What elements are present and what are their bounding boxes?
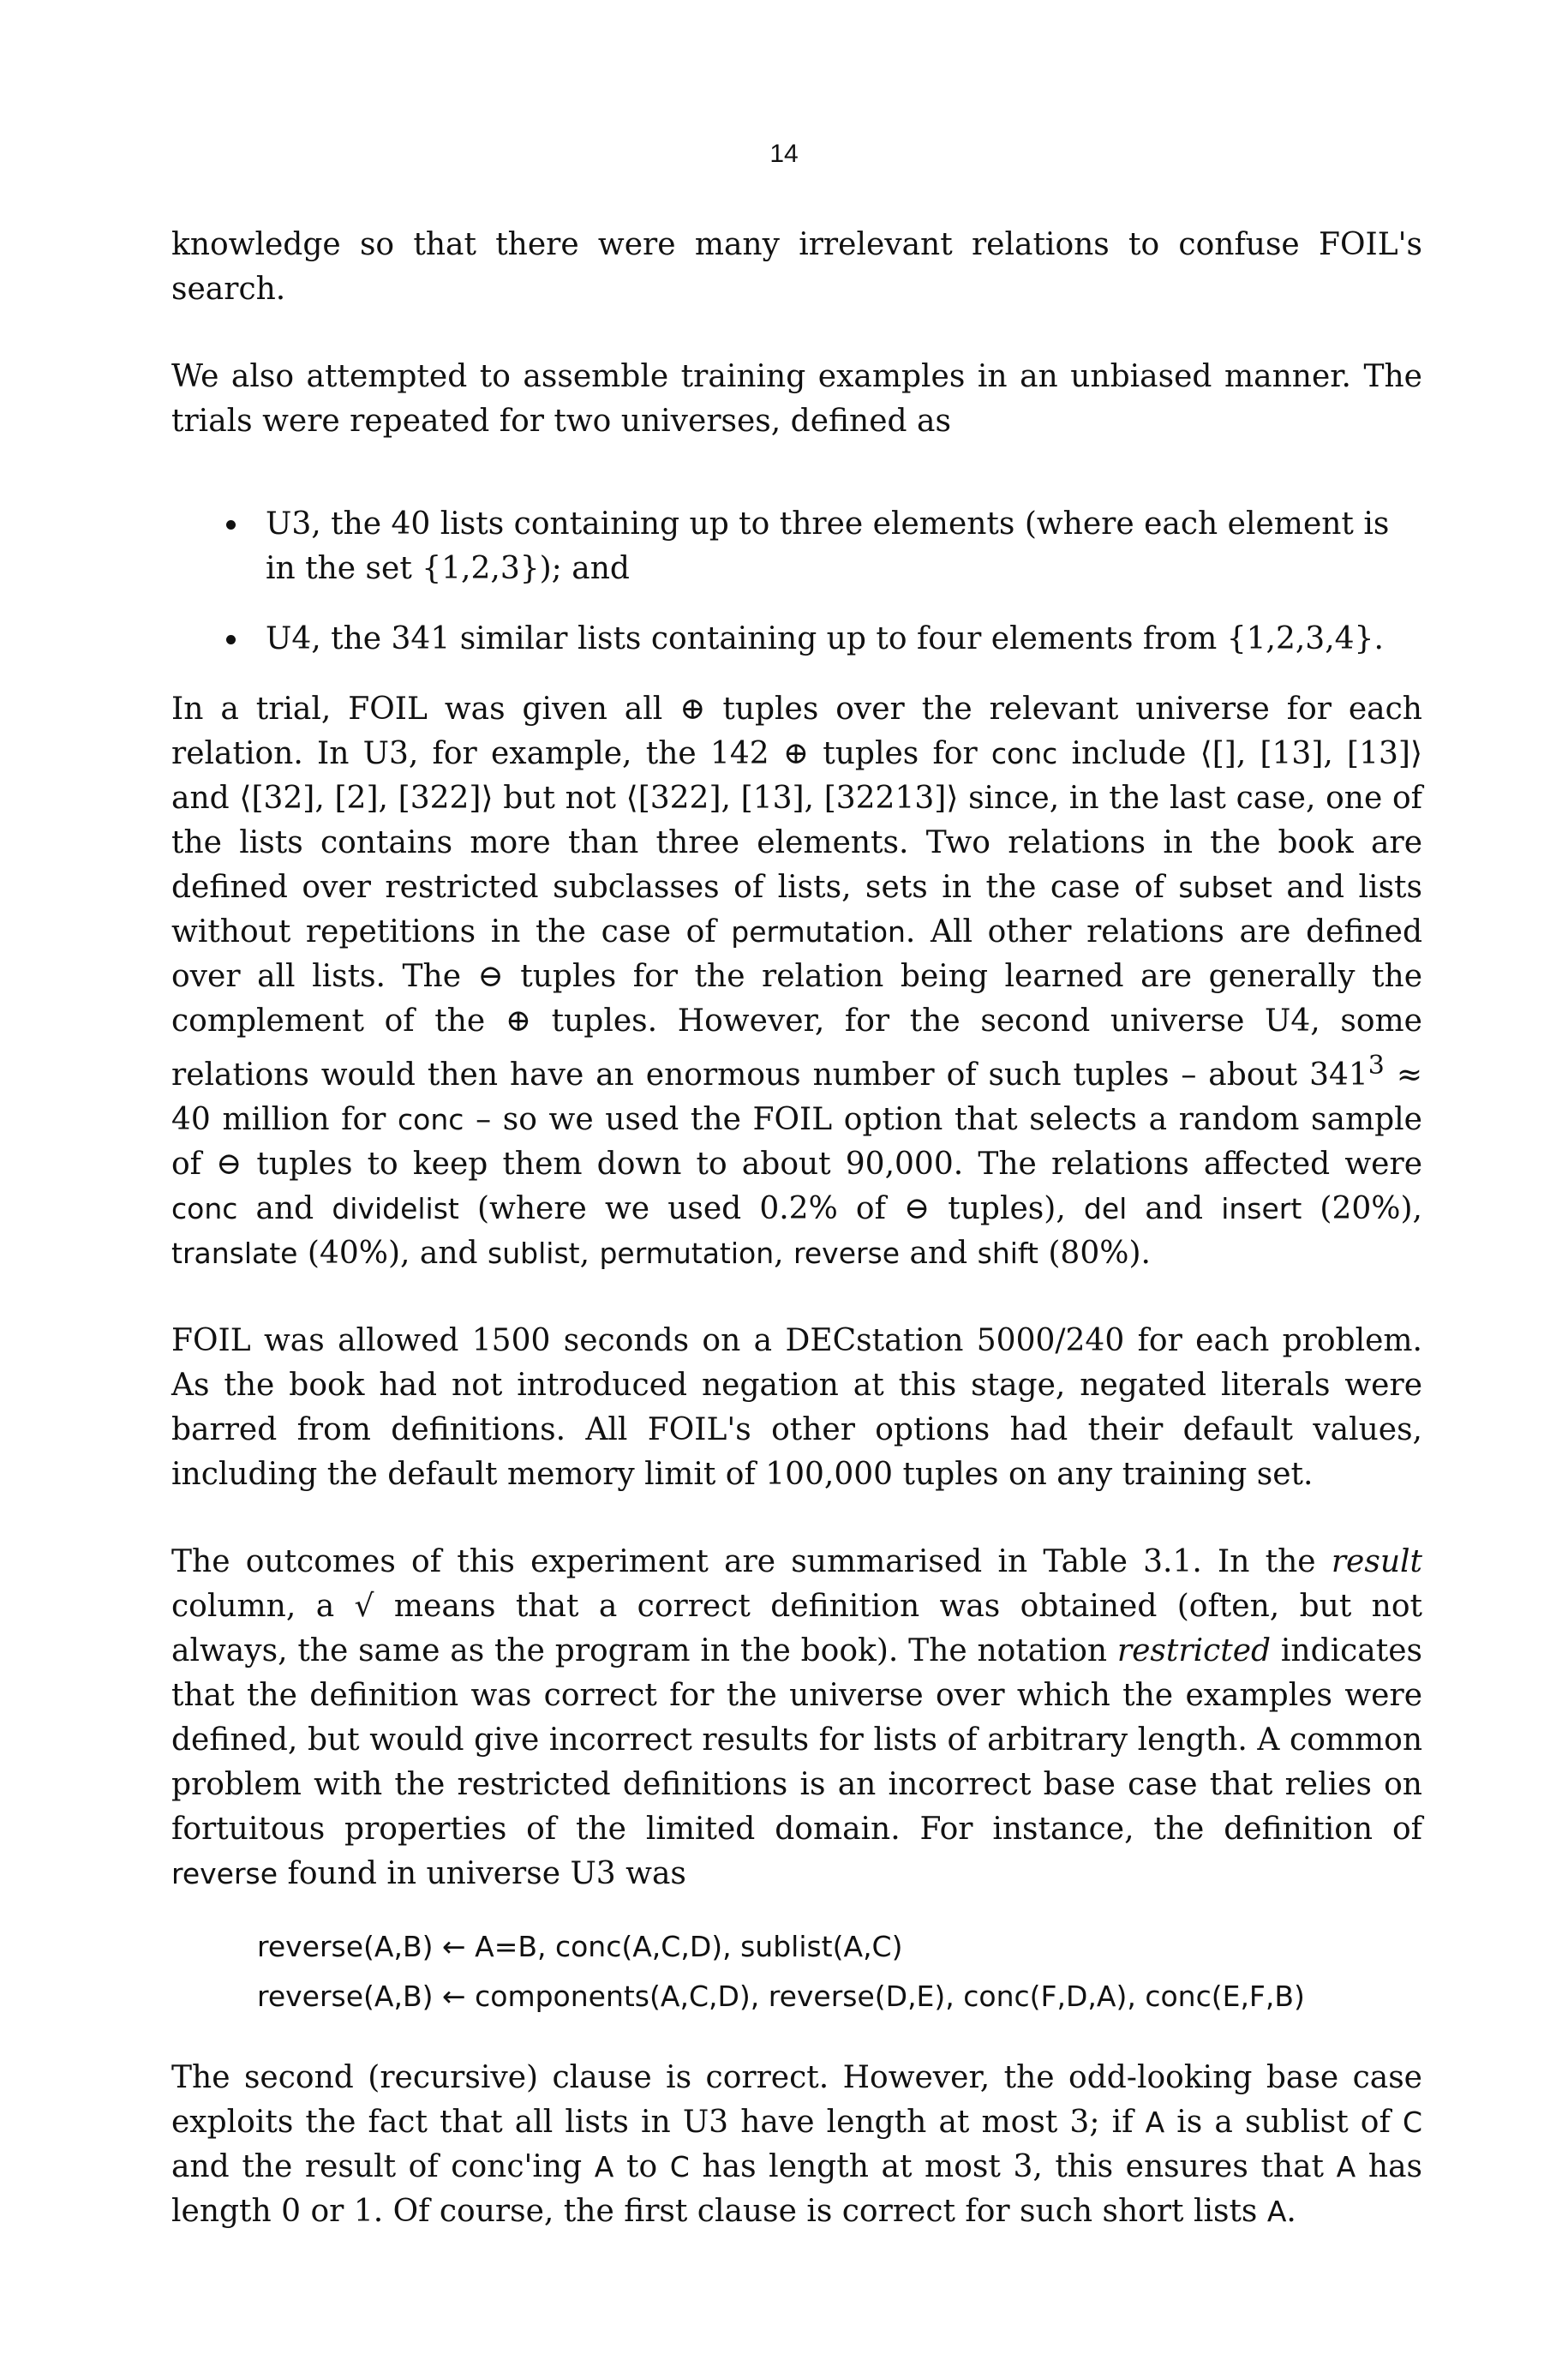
relation-name: insert: [1221, 1192, 1302, 1225]
universe-list: [171, 502, 1422, 662]
text-run: means that a correct definition was obtained (often, but not always, the same as the program in the book). The notation: [171, 1589, 1422, 1668]
paragraph-foil-time: FOIL was allowed 1500 seconds on a DECstation 5000/240 for each problem. As the book had not introduced negation at this stage, negated literals were barred from definitions. All FOIL's other options had their default values, including the default memory limit of 100,000 tuples on any training set.: [171, 1323, 1422, 1492]
bullet-icon: [226, 520, 236, 530]
relation-name: reverse: [793, 1237, 901, 1270]
text-run: ,: [579, 1236, 600, 1271]
text-run: column, a: [171, 1589, 355, 1624]
text-run: has length 0 or 1. Of course, the first clause is correct for such short lists: [171, 2149, 1423, 2229]
relation-name: dividelist: [332, 1192, 459, 1225]
page-number: 14: [769, 140, 799, 168]
variable: C: [669, 2150, 690, 2183]
relation-name: conc: [171, 1192, 238, 1225]
relation-name: conc: [990, 737, 1058, 770]
text-run: (where we used 0.2% of ⊖ tuples),: [458, 1191, 1084, 1226]
emphasis: restricted: [1116, 1633, 1272, 1668]
bullet-icon: [226, 635, 236, 644]
list-item: [266, 502, 1422, 591]
reverse-definition-clauses: [257, 1922, 1422, 2022]
variable: A: [1266, 2195, 1287, 2228]
text-run: indicates that the definition was correct for the universe over which the examples were defined, but would give incorrect results for lists of arbitrary length. A common problem with the restricted definitions is an incorrect base case that relies on fortuitous properties of the limited domain. For instance, the definition of: [171, 1633, 1422, 1847]
page-body: [171, 137, 1422, 2234]
relation-name: conc: [398, 1103, 464, 1136]
text-run: (40%), and: [297, 1236, 488, 1271]
relation-name: sublist: [488, 1237, 580, 1270]
text-run: and: [1127, 1191, 1222, 1226]
clause-base: reverse(A,B) ← A=B, conc(A,C,D), sublist(A,C): [257, 1930, 903, 1963]
variable: A: [1336, 2150, 1356, 2183]
relation-name: shift: [977, 1237, 1038, 1270]
paragraph-continuation: knowledge so that there were many irrelevant relations to confuse FOIL's search.: [171, 227, 1422, 307]
text-run: and the result of conc'ing: [171, 2149, 595, 2184]
text-run: found in universe U3 was: [278, 1856, 686, 1891]
text-run: (20%),: [1302, 1191, 1422, 1226]
relation-name: reverse: [171, 1857, 278, 1890]
variable: C: [1402, 2105, 1422, 2139]
text-run: .: [1286, 2194, 1296, 2229]
paragraph-universes-intro: We also attempted to assemble training examples in an unbiased manner. The trials were repeated for two universes, defined as: [171, 359, 1422, 439]
list-item: [266, 617, 1422, 662]
paragraph-conclusion: [171, 2056, 1422, 2234]
text-run: ,: [774, 1236, 794, 1271]
text-run: The outcomes of this experiment are summarised in Table 3.1. In the: [171, 1544, 1332, 1579]
paragraph-trial: [171, 687, 1422, 1276]
relation-name: permutation: [731, 915, 906, 949]
emphasis: result: [1331, 1544, 1422, 1579]
text-run: – so we used the FOIL option that selects a random sample of ⊖ tuples to keep them down to about 90,000. The relations affected were: [171, 1102, 1422, 1182]
relation-name: permutation: [599, 1237, 775, 1270]
clause-recursive: reverse(A,B) ← components(A,C,D), reverse(D,E), conc(F,D,A), conc(E,F,B): [257, 1980, 1305, 2013]
text-run: is a sublist of: [1164, 2105, 1403, 2140]
checkmark-icon: √: [354, 1589, 374, 1624]
text-run: to: [613, 2149, 670, 2184]
text-run: has length at most 3, this ensures that: [689, 2149, 1337, 2184]
text-run: (80%).: [1038, 1236, 1151, 1271]
list-item-text: U4, the 341 similar lists containing up to four elements from {1,2,3,4}.: [266, 621, 1384, 656]
text-run: ≈ 40 million for: [171, 1057, 1422, 1137]
variable: A: [594, 2150, 614, 2183]
text-run: The second (recursive) clause is correct. However, the odd-looking base case exploits the fact that all lists in U3 have length at most 3; if: [171, 2060, 1422, 2140]
relation-name: subset: [1178, 871, 1272, 904]
text-run: . All other relations are defined over all lists. The ⊖ tuples for the relation being learned are generally the complement of the ⊕ tuples. However, for the second universe U4, some relations would then have an enormous number of such tuples – about 341: [171, 914, 1423, 1093]
superscript: 3: [1368, 1051, 1385, 1081]
text-run: and: [237, 1191, 332, 1226]
variable: A: [1145, 2105, 1165, 2139]
relation-name: del: [1083, 1192, 1128, 1225]
paragraph-outcomes: [171, 1540, 1422, 1896]
relation-name: translate: [171, 1237, 298, 1270]
list-item-text: U3, the 40 lists containing up to three elements (where each element is in the set {1,2,3}); and: [266, 506, 1390, 586]
text-run: In a trial, FOIL was given all ⊕ tuples over the relevant universe for each relation. In U3, for example, the 142 ⊕ tuples for: [171, 692, 1422, 771]
text-run: and lists without repetitions in the case of: [171, 870, 1422, 949]
text-run: include ⟨[], [13], [13]⟩ and ⟨[32], [2], [322]⟩ but not ⟨[322], [13], [32213]⟩ since, in the last case, one of the lists contains more than three elements. Two relations in the book are defined over restricted subclasses of lists, sets in the case of: [171, 736, 1422, 905]
text-run: and: [900, 1236, 978, 1271]
